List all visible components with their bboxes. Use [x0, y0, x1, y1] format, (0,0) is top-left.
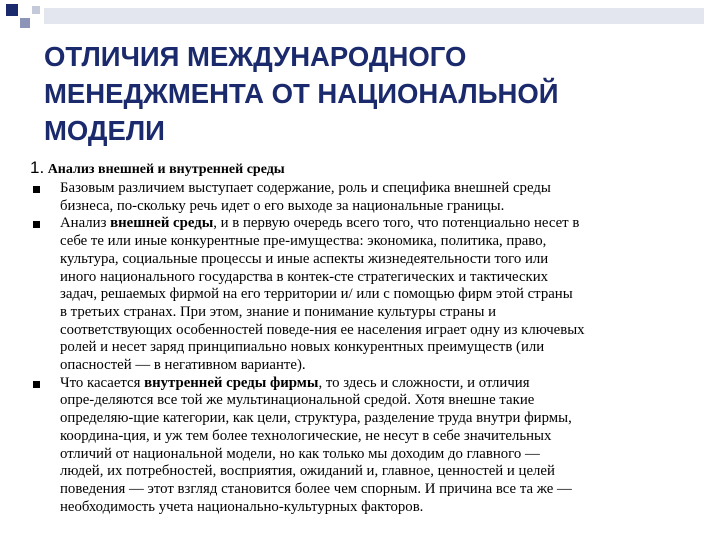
text-line: определяю-щие категории, как цели, структура, разделение труда внутри фирмы,: [60, 410, 572, 427]
text-line: себе те или иные конкурентные пре-имущества: экономика, политика, право,: [60, 233, 547, 250]
text-run: Что касается: [60, 374, 145, 391]
section-heading: [30, 159, 285, 179]
text-run: , то здесь и сложности, и отличия: [318, 374, 530, 391]
text-line: опасностей — в негативном варианте).: [60, 357, 306, 374]
decorative-squares: [0, 0, 720, 30]
text-line: бизнеса, по-скольку речь идет о его выходе за национальные границы.: [60, 197, 505, 214]
text-line: опре-деляются все той же мультинациональной средой. Хотя внешне такие: [60, 392, 535, 409]
text-line: [60, 215, 702, 233]
square-bullet-icon: [33, 381, 40, 388]
bullet-list: [30, 180, 702, 516]
text-line: задач, решаемых фирмой на его территории и/ или с помощью фирм этой страны: [60, 286, 573, 303]
text-line: ролей и несет заряд принципиально новых конкурентных преимуществ (или: [60, 339, 545, 356]
list-item: [30, 375, 702, 517]
square-bullet-icon: [33, 186, 40, 193]
text-line: необходимость учета национально-культурных факторов.: [60, 498, 424, 515]
text-line: соответствующих особенностей поведе-ния ее населения играет одну из ключевых: [60, 321, 585, 338]
deco-square: [6, 4, 18, 16]
deco-square: [20, 18, 30, 28]
text-line: в третьих странах. При этом, знание и понимание культуры страны и: [60, 303, 497, 320]
bold-term: внутренней среды фирмы: [144, 374, 319, 391]
text-line: отличий от национальной модели, но как только мы доходим до главного —: [60, 445, 540, 462]
text-run: , и в первую очередь всего того, что потенциально несет в: [213, 215, 580, 232]
deco-bar: [44, 8, 704, 24]
bold-term: внешней среды: [110, 215, 214, 232]
text-line: [60, 375, 702, 393]
text-line: Базовым различием выступает содержание, роль и специфика внешней среды: [60, 180, 551, 196]
title-line: МОДЕЛИ: [44, 115, 165, 146]
title-line: МЕНЕДЖМЕНТА ОТ НАЦИОНАЛЬНОЙ: [44, 78, 559, 109]
text-line: иного национального государства в контек-сте стратегических и тактических: [60, 268, 549, 285]
list-item: [30, 180, 702, 215]
text-line: поведения — этот взгляд становится более чем спорным. И причина все та же —: [60, 480, 572, 497]
text-line: людей, их потребностей, восприятия, ожиданий и, главное, ценностей и целей: [60, 463, 555, 480]
title-line: ОТЛИЧИЯ МЕЖДУНАРОДНОГО: [44, 41, 467, 72]
section-heading-text: Анализ внешней и внутренней среды: [47, 162, 285, 177]
deco-square: [32, 6, 40, 14]
text-run: Анализ: [60, 215, 111, 232]
text-line: культура, социальные процессы и иные аспекты жизнедеятельности того или: [60, 250, 549, 267]
slide-title: [44, 38, 704, 149]
square-bullet-icon: [33, 221, 40, 228]
text-line: координа-ция, и уж тем более технологические, не несут в себе значительных: [60, 427, 552, 444]
section-number: 1.: [30, 158, 45, 177]
list-item: [30, 215, 702, 374]
